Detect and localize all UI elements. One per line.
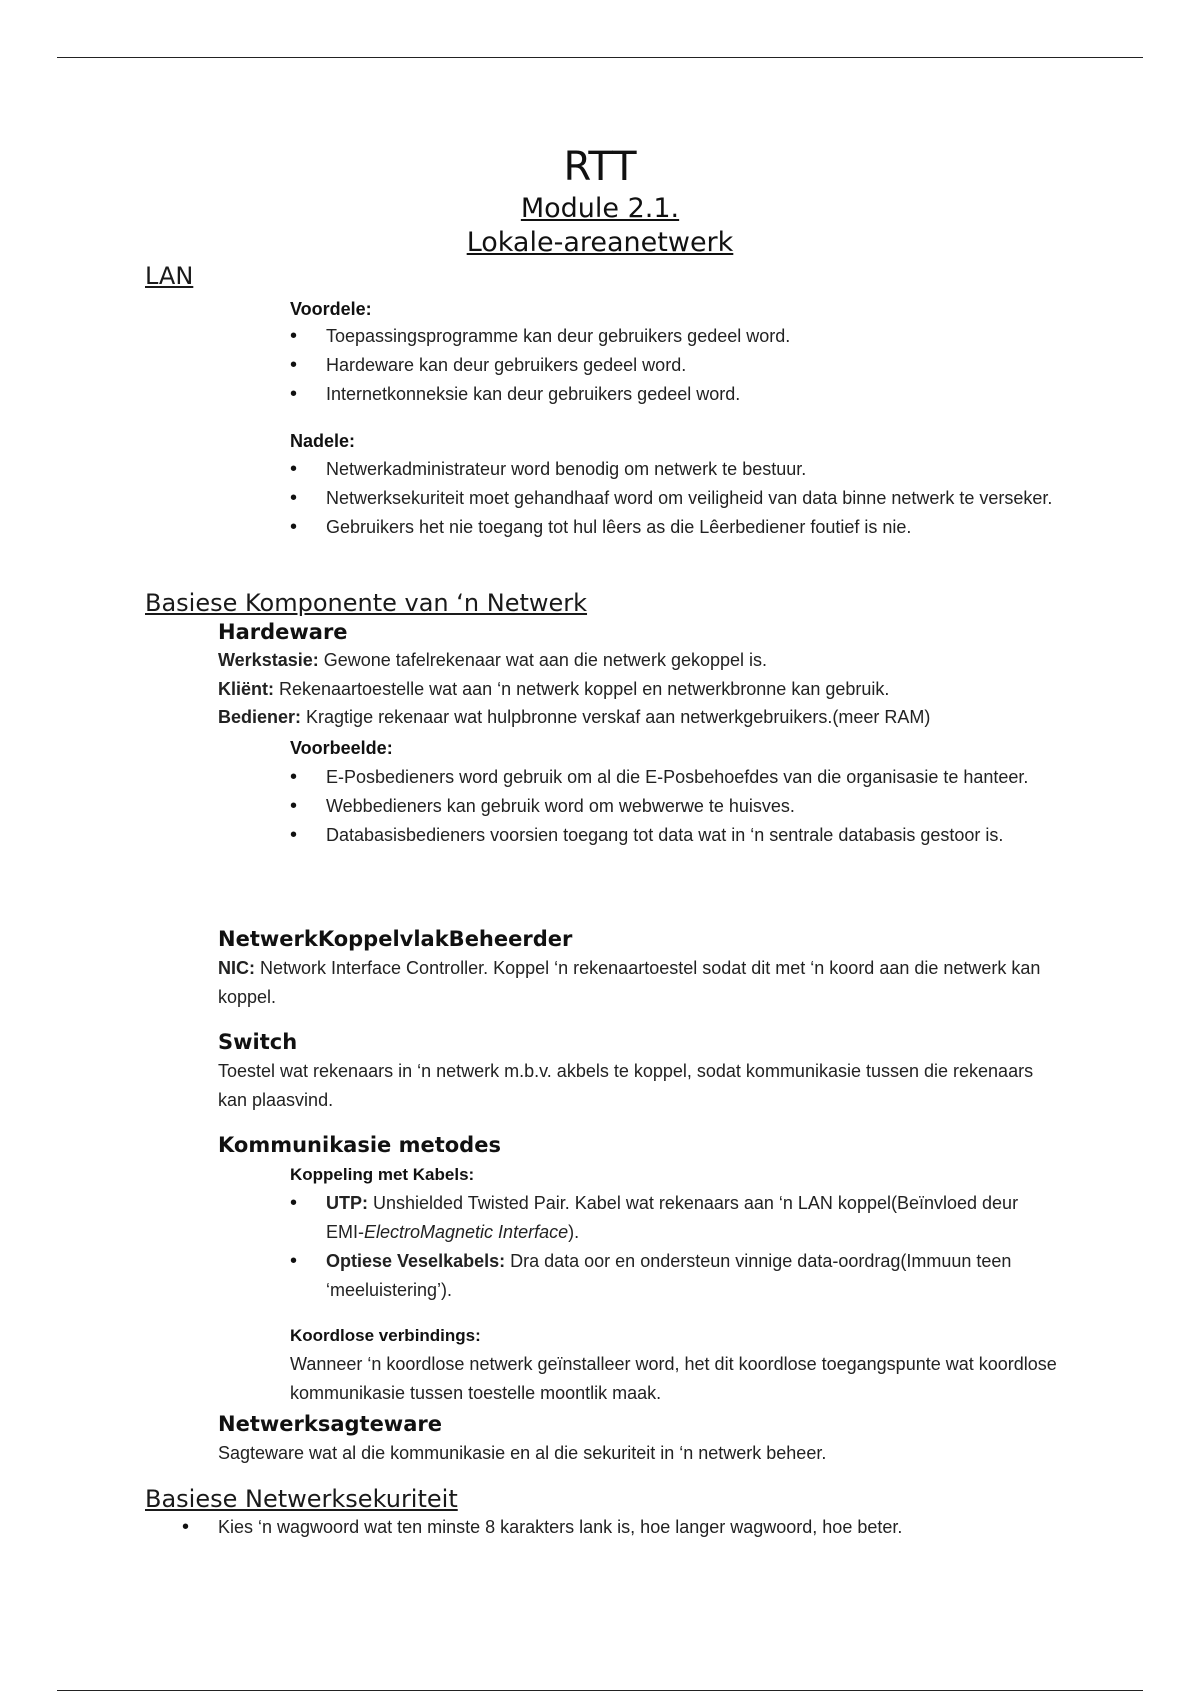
list-item: • Databasisbedieners voorsien toegang tot data wat in ‘n sentrale databasis gestoor is. — [290, 821, 1030, 850]
nic-label: NIC: — [218, 958, 255, 978]
werkstasie-label: Werkstasie: — [218, 650, 319, 670]
list-item: • Netwerksekuriteit moet gehandhaaf word om veiligheid van data binne netwerk te verseker. — [290, 484, 1060, 513]
utp-text-italic: ElectroMagnetic Interface — [364, 1222, 569, 1242]
list-item: • Kies ‘n wagwoord wat ten minste 8 karakters lank is, hoe langer wagwoord, hoe beter. — [182, 1513, 1062, 1542]
hardeware-title: Hardeware — [218, 620, 348, 644]
list-item: • Webbedieners kan gebruik word om webwerwe te huisves. — [290, 792, 1030, 821]
kabels-list — [290, 1189, 1060, 1305]
bediener-label: Bediener: — [218, 707, 302, 727]
list-item: • E-Posbedieners word gebruik om al die E-Posbehoefdes van die organisasie te hanteer. — [290, 763, 1030, 792]
bottom-rule — [57, 1690, 1143, 1691]
top-rule — [57, 57, 1143, 58]
list-item: • Hardeware kan deur gebruikers gedeel word. — [290, 351, 1060, 380]
utp-text-end: ). — [568, 1222, 580, 1242]
nic-title: NetwerkKoppelvlakBeheerder — [218, 927, 573, 951]
utp-text: Unshielded Twisted Pair. Kabel wat rekenaars aan ‘n LAN koppel(Beïnvloed deur EMI- — [326, 1193, 1019, 1242]
voordele-label: Voordele: — [290, 299, 372, 319]
utp-label: UTP: — [326, 1193, 368, 1213]
document-title: RTT — [563, 144, 637, 190]
sagteware-text: Sagteware wat al die kommunikasie en al die sekuriteit in ‘n netwerk beheer. — [218, 1443, 827, 1463]
klient-line — [218, 675, 1068, 704]
kabels-label: Koppeling met Kabels: — [290, 1165, 475, 1184]
werkstasie-line — [218, 646, 1068, 675]
list-item: • Netwerkadministrateur word benodig om netwerk te bestuur. — [290, 455, 1060, 484]
lan-heading: LAN — [145, 262, 194, 290]
klient-label: Kliënt: — [218, 679, 274, 699]
list-item — [290, 1189, 1060, 1247]
kommunikasie-title: Kommunikasie metodes — [218, 1133, 501, 1157]
optiese-text: Dra data oor en ondersteun vinnige data-oordrag(Immuun teen ‘meeluistering’). — [326, 1251, 1012, 1300]
list-item — [290, 1247, 1060, 1305]
bediener-line — [218, 703, 1118, 732]
list-item: • Internetkonneksie kan deur gebruikers gedeel word. — [290, 380, 1060, 409]
list-item: • Gebruikers het nie toegang tot hul lêers as die Lêerbediener foutief is nie. — [290, 513, 1060, 542]
document-subtitle: Lokale-areanetwerk — [466, 227, 734, 258]
voordele-list — [290, 322, 1060, 409]
list-item: • Toepassingsprogramme kan deur gebruikers gedeel word. — [290, 322, 1060, 351]
bediener-text: Kragtige rekenaar wat hulpbronne verskaf aan netwerkgebruikers.(meer RAM) — [301, 707, 931, 727]
nic-paragraph — [218, 954, 1048, 1012]
werkstasie-text: Gewone tafelrekenaar wat aan die netwerk gekoppel is. — [318, 650, 768, 670]
switch-title: Switch — [218, 1030, 298, 1054]
koordloos-label: Koordlose verbindings: — [290, 1326, 481, 1345]
koordloos-text: Wanneer ‘n koordlose netwerk geïnstalleer word, het dit koordlose toegangspunte wat koordlose kommunikasie tussen toestelle moontlik maak. — [290, 1354, 1057, 1403]
klient-text: Rekenaartoestelle wat aan ‘n netwerk koppel en netwerkbronne kan gebruik. — [274, 679, 890, 699]
komponente-heading: Basiese Komponente van ‘n Netwerk — [145, 589, 588, 617]
nic-text: Network Interface Controller. Koppel ‘n rekenaartoestel sodat dit met ‘n koord aan die netwerk kan koppel. — [218, 958, 1041, 1007]
module-number: Module 2.1. — [520, 193, 680, 224]
sekuriteit-list — [182, 1513, 1062, 1542]
nadele-list — [290, 455, 1060, 542]
sekuriteit-heading: Basiese Netwerksekuriteit — [145, 1485, 458, 1513]
switch-text: Toestel wat rekenaars in ‘n netwerk m.b.v. akbels te koppel, sodat kommunikasie tussen die rekenaars kan plaasvind. — [218, 1061, 1034, 1110]
sagteware-title: Netwerksagteware — [218, 1412, 442, 1436]
nadele-label: Nadele: — [290, 431, 356, 451]
voorbeelde-list — [290, 763, 1030, 850]
optiese-label: Optiese Veselkabels: — [326, 1251, 506, 1271]
voorbeelde-label: Voorbeelde: — [290, 738, 393, 758]
